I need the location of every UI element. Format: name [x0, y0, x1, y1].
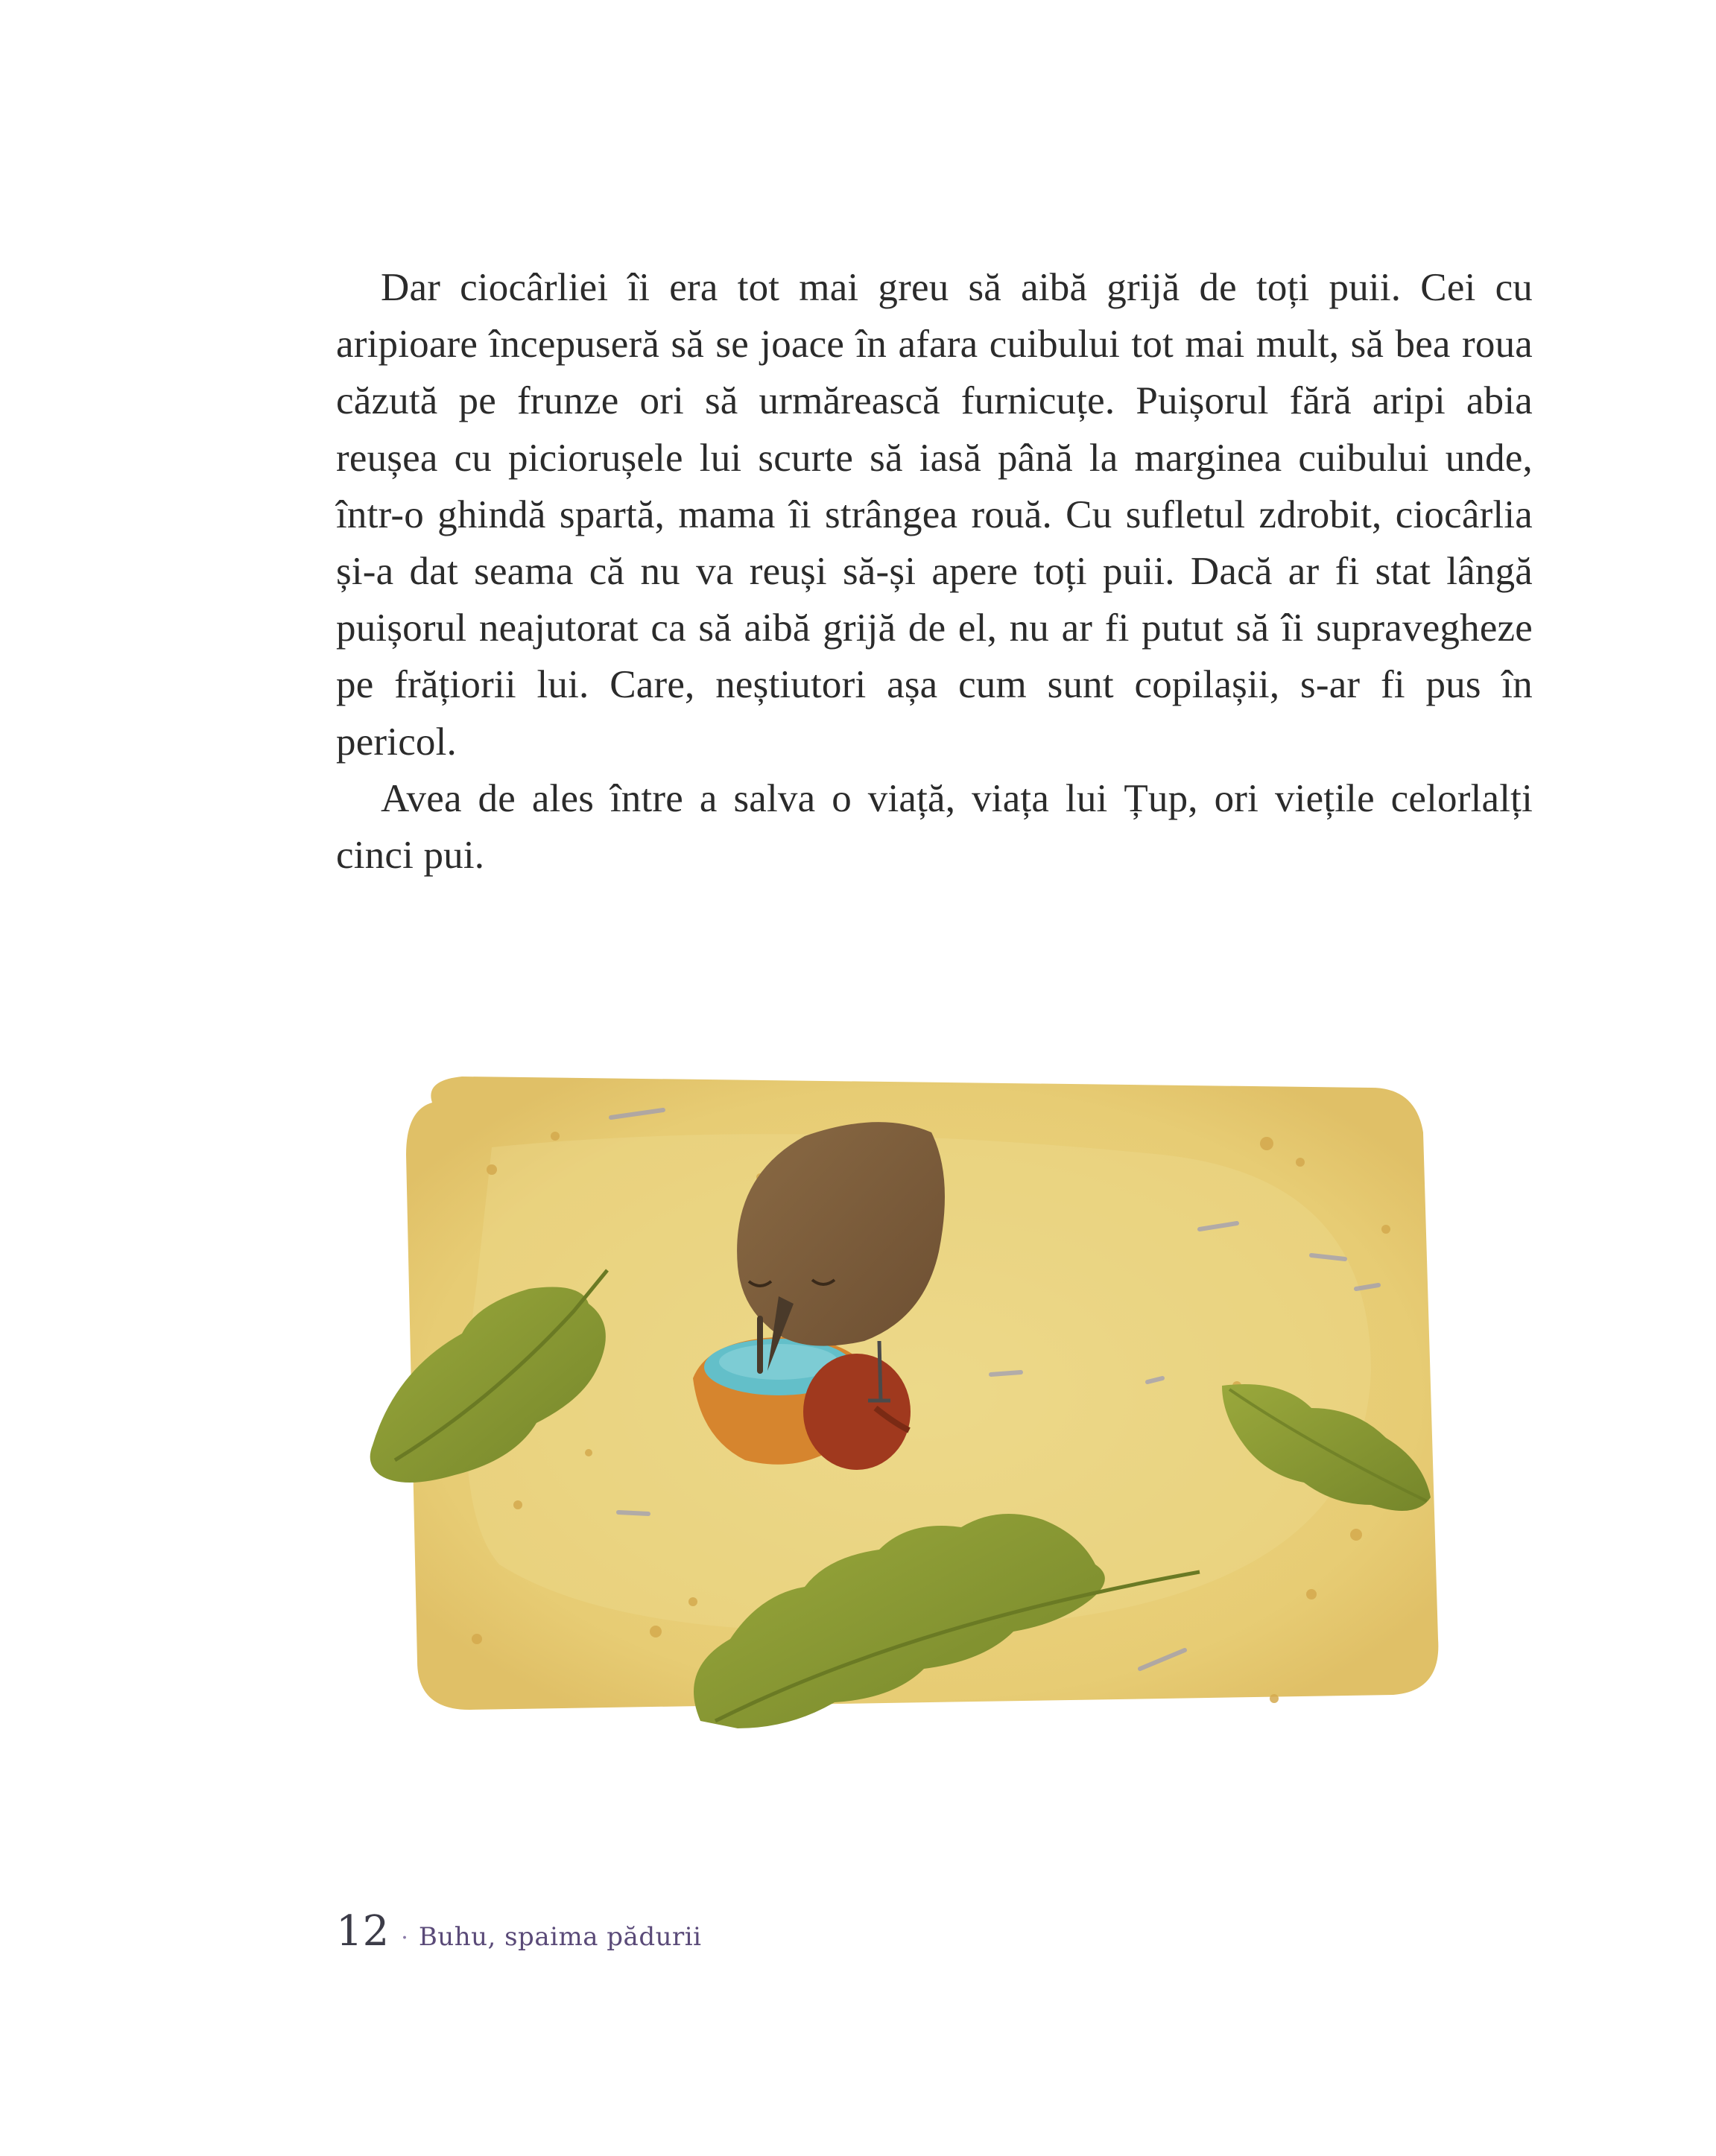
story-text	[336, 259, 1533, 884]
page-number: 12	[336, 1907, 390, 1956]
page-footer	[336, 1907, 701, 1956]
running-title: Buhu, spaima pădurii	[418, 1922, 702, 1952]
paragraph-2: Avea de ales între a salva o viață, viața lui Țup, ori viețile celorlalți cinci pui.	[336, 776, 1533, 878]
acorn	[803, 1354, 911, 1470]
illustration-bird-drinking-from-acorn	[343, 983, 1550, 1818]
footer-separator: ·	[401, 1925, 408, 1951]
paragraph-1: Dar ciocârliei îi era tot mai greu să aibă grijă de toți puii. Cei cu aripioare începuseră să se joace în afara cuibului tot mai mult, să bea roua căzută pe frunze ori să urmărească furnicuțe. Puișorul fără aripi abia reușea cu piciorușele lui scurte să iasă până la marginea cuibului unde, într-o ghindă spartă, mama îi strângea rouă. Cu sufletul zdrobit, ciocârlia și-a dat seama că nu va reuși să-și apere toți puii. Dacă ar fi stat lângă puișorul neajutorat ca să aibă grijă de el, nu ar fi putut să îi supravegheze pe frățiorii lui. Care, neștiutori așa cum sunt copilașii, s-ar fi pus în pericol.	[336, 266, 1533, 764]
